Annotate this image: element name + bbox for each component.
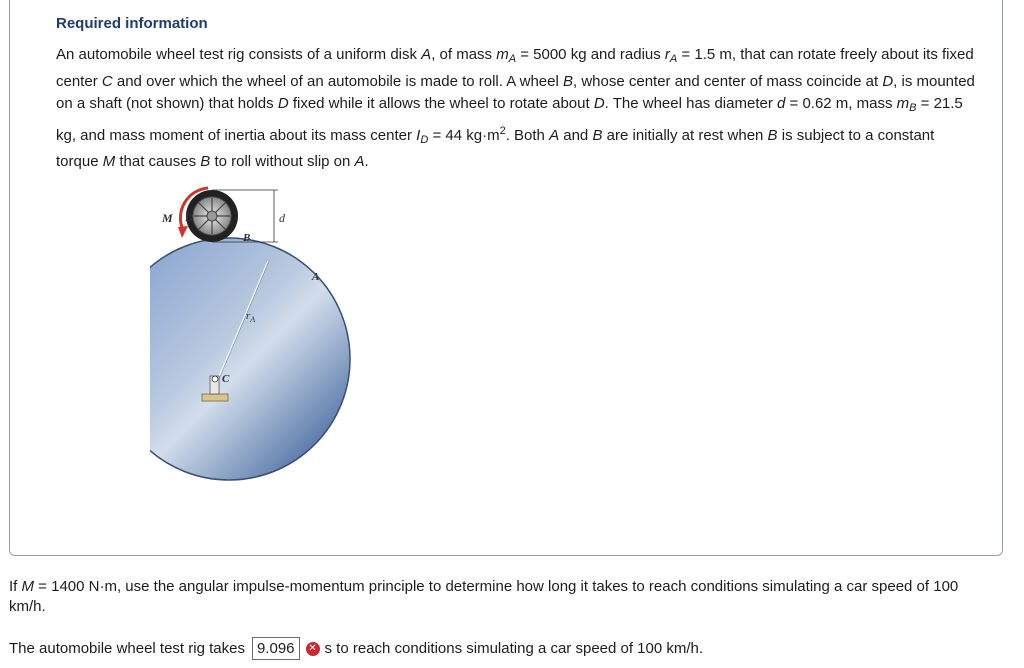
required-information-panel [9,0,1003,556]
text-span: m [496,46,509,63]
text-span: to roll without slip on [210,153,355,170]
text-span: and [559,126,593,144]
problem-statement [56,44,976,174]
text-span: A [421,46,432,63]
text-span: M [102,153,116,170]
text-span: B [200,153,211,170]
text-span: , of mass [431,46,497,63]
text-span: are initially at rest when [602,126,768,144]
torque-arrowhead [178,226,188,238]
text-span: An automobile wheel test rig consists of a uniform disk [56,46,422,63]
test-rig-figure [150,180,360,530]
text-span: A [354,153,365,170]
text-span: and over which the wheel of an automobile is made to roll. A wheel [112,72,563,90]
text-span: B [909,102,917,114]
label-d-dimension: d [279,211,285,225]
text-span: . Both [505,126,550,144]
answer-line [9,637,703,660]
panel-title: Required information [56,15,208,32]
label-a: A [312,271,320,283]
text-span: D [277,95,289,112]
text-span: D [420,133,429,146]
wheel-b [186,190,238,242]
label-m: M [162,211,173,225]
text-span: C [101,72,113,90]
text-span: = 1400 N·m, use the angular impulse-momentum principle to determine how long it takes to reach conditions simulating a car speed of 100 km/h. [9,578,959,615]
text-span: A [549,126,560,144]
answer-suffix: s to reach conditions simulating a car speed of 100 km/h. [324,639,704,657]
text-span: = 21.5 kg, and mass moment of inertia about its mass center [56,95,963,144]
text-span: = 1.5 m, that can rotate freely about its fixed center [56,46,974,90]
disk-a [150,238,350,480]
text-span: . [364,153,369,170]
label-d-center: D [185,212,193,224]
text-span: = 44 kg·m [428,126,500,144]
text-span: B [562,72,573,90]
text-span: If [9,578,22,595]
text-span: B [592,126,603,144]
text-span: 2 [499,124,506,137]
label-ra: $r_A$ [246,310,256,324]
text-span: r [664,46,670,63]
text-span: I [416,126,421,144]
label-c: C [222,373,230,385]
text-span: A [669,53,678,65]
text-span: m [896,95,910,112]
text-span: = 0.62 m, mass [785,95,897,112]
text-span: fixed while it allows the wheel to rotate about [288,95,594,112]
text-span: is subject to a constant torque [56,126,935,170]
text-span: . The wheel has diameter [604,95,777,112]
text-span: D [593,95,605,112]
incorrect-icon: ✕ [306,642,320,656]
text-span: A [508,53,517,65]
text-span: = 5000 kg and radius [516,46,665,63]
text-span: B [767,126,778,144]
text-span: d [777,95,786,112]
text-span: M [21,578,35,595]
text-span: , whose center and center of mass coincide at [572,72,883,90]
answer-prefix: The automobile wheel test rig takes [9,639,245,657]
label-b: B [243,232,251,244]
text-span: that causes [115,153,201,170]
text-span: , is mounted on a shaft (not shown) that holds [56,72,975,112]
question-text [9,577,999,617]
text-span: D [882,72,894,90]
answer-input[interactable]: 9.096 [252,637,300,660]
